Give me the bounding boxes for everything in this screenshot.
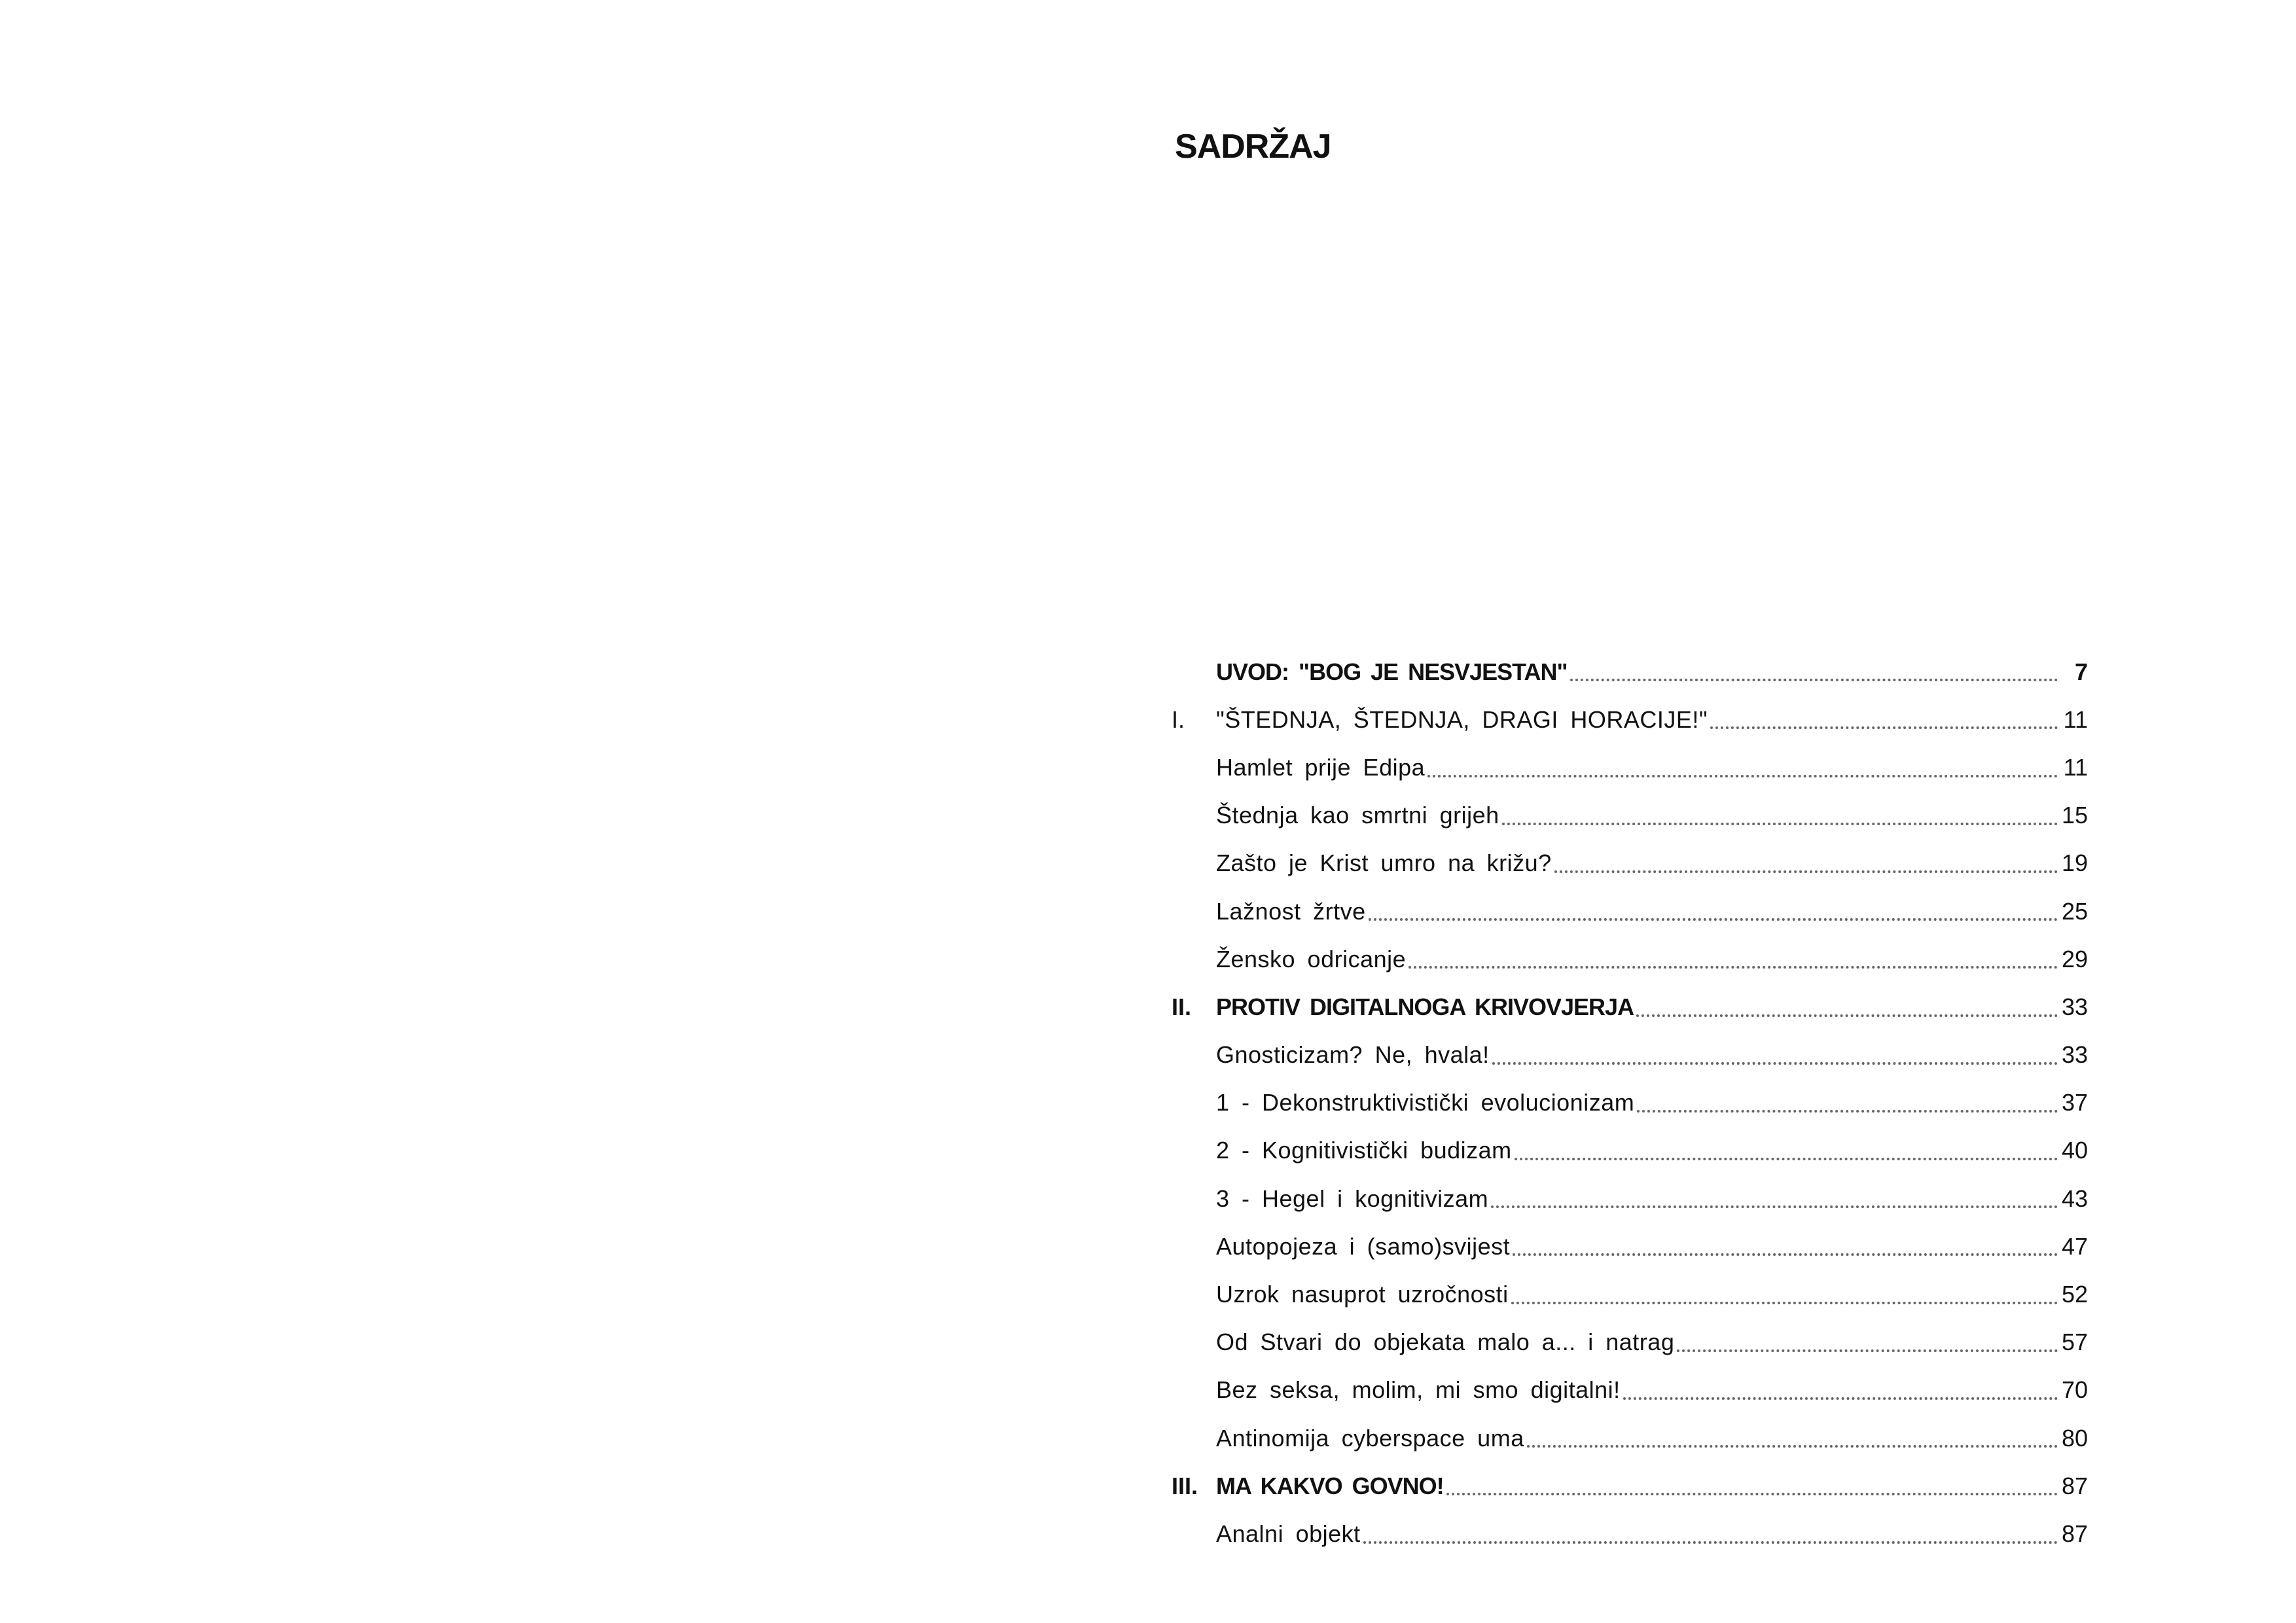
page-title: SADRŽAJ xyxy=(1175,128,1331,166)
toc-entry-page-number: 87 xyxy=(2061,1520,2088,1547)
toc-entry-page-number: 40 xyxy=(2061,1137,2088,1164)
toc-entry xyxy=(1172,696,2088,743)
toc-entry-title: Uzrok nasuprot uzročnosti xyxy=(1216,1281,1509,1308)
toc-entry xyxy=(1172,1462,2088,1510)
toc-entry-title: Antinomija cyberspace uma xyxy=(1216,1424,1524,1452)
toc-dot-leader xyxy=(1527,1445,2058,1448)
toc-entry xyxy=(1172,1222,2088,1270)
toc-dot-leader xyxy=(1408,966,2058,969)
toc-entry xyxy=(1172,743,2088,791)
toc-entry-page-number: 25 xyxy=(2061,897,2088,925)
toc-entry-page-number: 7 xyxy=(2074,658,2088,685)
toc-dot-leader xyxy=(1446,1493,2058,1495)
toc-entry xyxy=(1172,1079,2088,1127)
toc-entry-title: Zašto je Krist umro na križu? xyxy=(1216,849,1552,877)
toc-entry xyxy=(1172,1270,2088,1318)
toc-entry-page-number: 57 xyxy=(2061,1329,2088,1356)
toc-entry-title: "ŠTEDNJA, ŠTEDNJA, DRAGI HORACIJE!" xyxy=(1216,705,1708,733)
toc-entry-page-number: 37 xyxy=(2061,1089,2088,1116)
toc-entry-page-number: 33 xyxy=(2061,993,2088,1020)
toc-entry-page-number: 29 xyxy=(2061,945,2088,972)
toc-entry-title: 2 - Kognitivistički budizam xyxy=(1216,1137,1512,1164)
toc-entry-title: Od Stvari do objekata malo a... i natrag xyxy=(1216,1329,1675,1356)
toc-entry xyxy=(1172,983,2088,1031)
toc-entry-number: II. xyxy=(1172,993,1192,1020)
toc-entry-title: 3 - Hegel i kognitivizam xyxy=(1216,1185,1489,1212)
toc-entry xyxy=(1172,840,2088,887)
toc-entry-page-number: 87 xyxy=(2061,1472,2088,1499)
toc-entry xyxy=(1172,1127,2088,1175)
toc-entry-title: Žensko odricanje xyxy=(1216,945,1407,972)
toc-entry xyxy=(1172,887,2088,935)
toc-dot-leader xyxy=(1492,1062,2058,1065)
toc-entry-title: MA KAKVO GOVNO! xyxy=(1216,1472,1444,1499)
table-of-contents xyxy=(1172,648,2088,1558)
toc-dot-leader xyxy=(1710,726,2058,729)
toc-dot-leader xyxy=(1363,1541,2058,1544)
toc-dot-leader xyxy=(1491,1205,2058,1208)
toc-dot-leader xyxy=(1502,823,2058,825)
toc-dot-leader xyxy=(1515,1158,2058,1160)
toc-entry-title: Analni objekt xyxy=(1216,1520,1361,1547)
toc-entry-title: Autopojeza i (samo)svijest xyxy=(1216,1232,1511,1260)
toc-dot-leader xyxy=(1636,1014,2058,1017)
toc-entry-page-number: 33 xyxy=(2061,1041,2088,1069)
toc-entry xyxy=(1172,1366,2088,1414)
toc-dot-leader xyxy=(1511,1302,2058,1304)
toc-entry-page-number: 47 xyxy=(2061,1232,2088,1260)
toc-entry-number: III. xyxy=(1172,1472,1198,1499)
toc-entry-title: Štednja kao smrtni grijeh xyxy=(1216,802,1499,829)
toc-entry xyxy=(1172,1414,2088,1462)
toc-entry xyxy=(1172,648,2088,696)
toc-entry-page-number: 11 xyxy=(2063,753,2088,781)
toc-entry xyxy=(1172,1175,2088,1222)
toc-dot-leader xyxy=(1677,1349,2058,1352)
toc-entry-page-number: 43 xyxy=(2061,1185,2088,1212)
toc-entry xyxy=(1172,1031,2088,1079)
toc-entry-title: UVOD: "BOG JE NESVJESTAN" xyxy=(1216,658,1568,685)
toc-entry xyxy=(1172,792,2088,840)
toc-entry-title: Gnosticizam? Ne, hvala! xyxy=(1216,1041,1490,1069)
toc-dot-leader xyxy=(1513,1253,2058,1256)
toc-dot-leader xyxy=(1427,775,2058,777)
toc-dot-leader xyxy=(1623,1397,2058,1400)
toc-entry-title: PROTIV DIGITALNOGA KRIVOVJERJA xyxy=(1216,993,1634,1020)
toc-entry-page-number: 15 xyxy=(2061,802,2088,829)
toc-entry xyxy=(1172,1510,2088,1558)
toc-entry xyxy=(1172,1319,2088,1366)
toc-entry-title: Hamlet prije Edipa xyxy=(1216,753,1426,781)
toc-dot-leader xyxy=(1637,1110,2058,1113)
toc-entry-page-number: 11 xyxy=(2063,705,2088,733)
toc-entry xyxy=(1172,935,2088,983)
toc-dot-leader xyxy=(1554,870,2058,873)
toc-entry-page-number: 70 xyxy=(2061,1376,2088,1404)
toc-dot-leader xyxy=(1369,918,2058,921)
toc-entry-page-number: 19 xyxy=(2061,849,2088,877)
toc-entry-title: Lažnost žrtve xyxy=(1216,897,1366,925)
toc-dot-leader xyxy=(1570,679,2058,681)
toc-entry-title: Bez seksa, molim, mi smo digitalni! xyxy=(1216,1376,1621,1404)
toc-entry-page-number: 52 xyxy=(2061,1281,2088,1308)
toc-entry-page-number: 80 xyxy=(2061,1424,2088,1452)
toc-entry-title: 1 - Dekonstruktivistički evolucionizam xyxy=(1216,1089,1635,1116)
toc-entry-number: I. xyxy=(1172,705,1185,733)
